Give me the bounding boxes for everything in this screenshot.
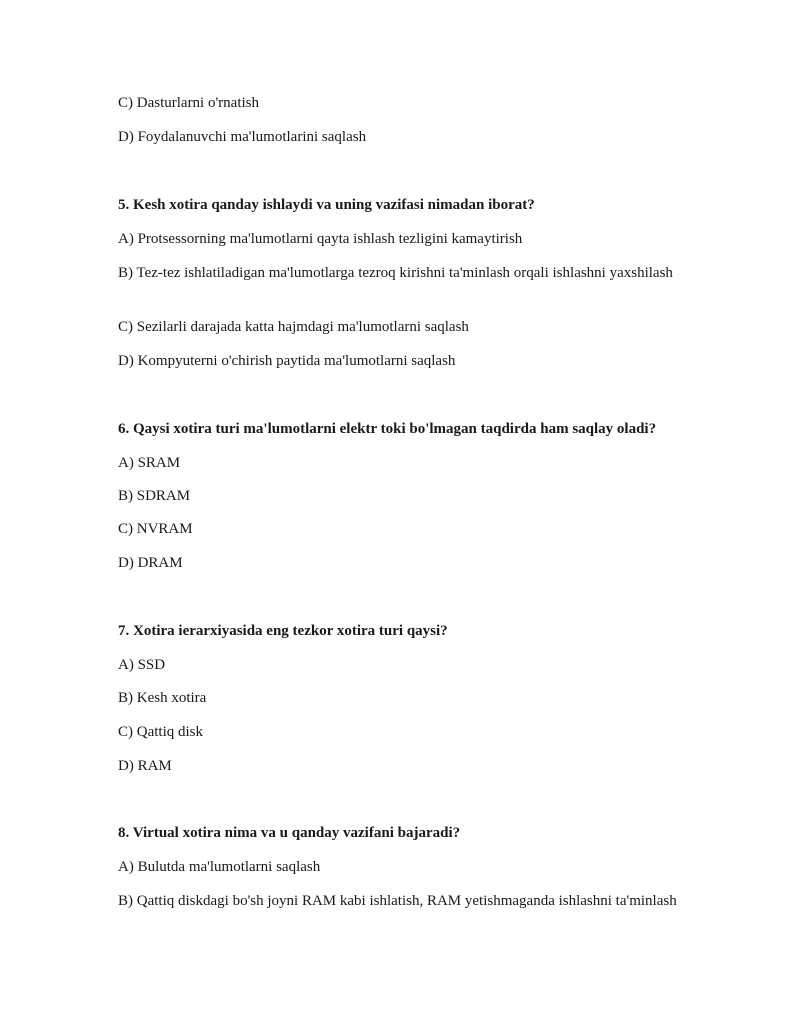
answer-option: A) Bulutda ma'lumotlarni saqlash: [118, 859, 321, 875]
answer-option: A) Protsessorning ma'lumotlarni qayta ishlash tezligini kamaytirish: [118, 231, 523, 247]
answer-option: B) Kesh xotira: [118, 690, 207, 706]
question-title: 8. Virtual xotira nima va u qanday vazifani bajaradi?: [118, 825, 461, 841]
answer-option: C) Sezilarli darajada katta hajmdagi ma'lumotlarni saqlash: [118, 319, 469, 335]
answer-option: C) Qattiq disk: [118, 724, 203, 740]
answer-option: D) Kompyuterni o'chirish paytida ma'lumotlarni saqlash: [118, 353, 456, 369]
answer-option: C) Dasturlarni o'rnatish: [118, 95, 260, 111]
question-title: 7. Xotira ierarxiyasida eng tezkor xotira turi qaysi?: [118, 623, 448, 639]
question-title: 5. Kesh xotira qanday ishlaydi va uning vazifasi nimadan iborat?: [118, 197, 535, 213]
answer-option: D) RAM: [118, 758, 172, 774]
answer-option: D) DRAM: [118, 555, 183, 571]
question-title: 6. Qaysi xotira turi ma'lumotlarni elektr toki bo'lmagan taqdirda ham saqlay oladi?: [118, 421, 657, 437]
answer-option: C) NVRAM: [118, 521, 193, 537]
answer-option: B) SDRAM: [118, 488, 191, 504]
answer-option: A) SRAM: [118, 455, 181, 471]
answer-option: B) Qattiq diskdagi bo'sh joyni RAM kabi ishlatish, RAM yetishmaganda ishlashni ta'minlash: [118, 893, 677, 909]
answer-option: D) Foydalanuvchi ma'lumotlarini saqlash: [118, 129, 367, 145]
answer-option: A) SSD: [118, 657, 166, 673]
answer-option: B) Tez-tez ishlatiladigan ma'lumotlarga tezroq kirishni ta'minlash orqali ishlashni yaxshilash: [118, 265, 673, 281]
